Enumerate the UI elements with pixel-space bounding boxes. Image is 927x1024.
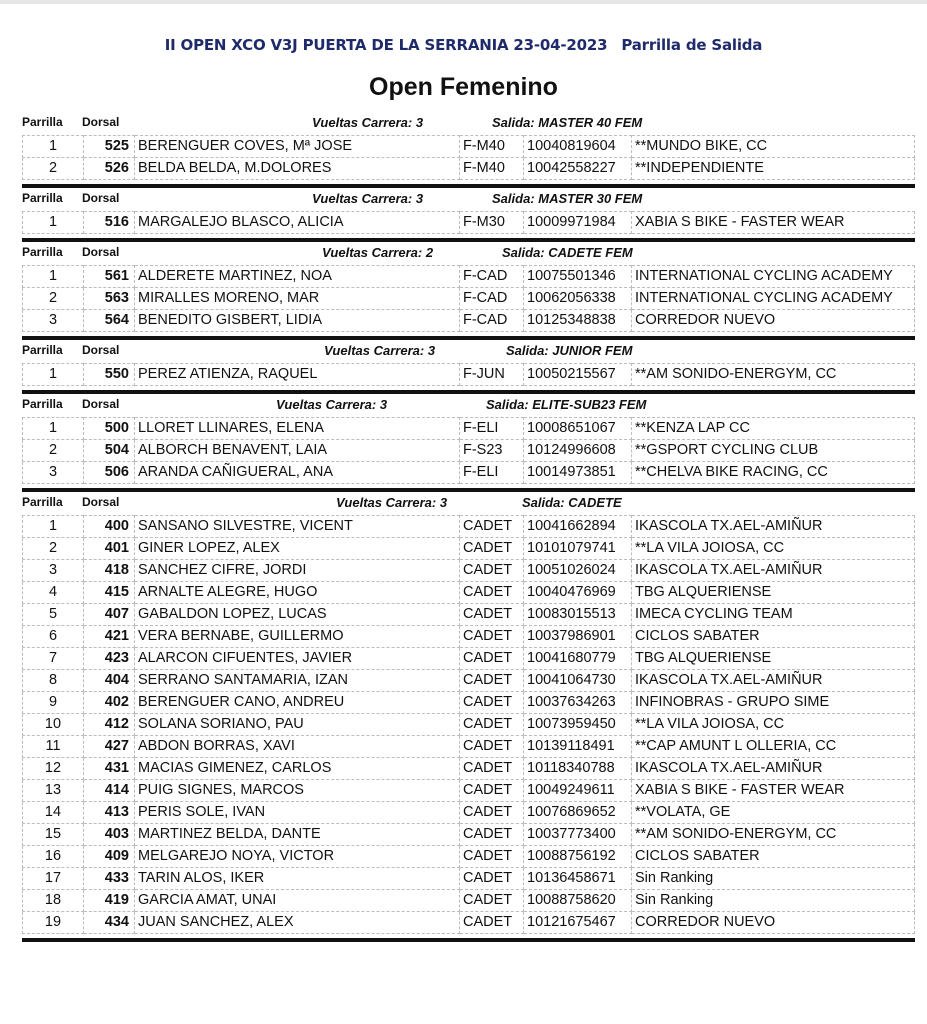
club-cell: **KENZA LAP CC [632, 418, 915, 440]
laps-label: Vueltas Carrera: 3 [324, 343, 436, 358]
license-number-cell: 10051026024 [524, 560, 632, 582]
start-group-label: Salida: ELITE-SUB23 FEM [486, 397, 647, 412]
section-header [22, 188, 915, 211]
grid-position-cell: 6 [23, 626, 84, 648]
club-cell: **CHELVA BIKE RACING, CC [632, 462, 915, 484]
table-row [23, 288, 915, 310]
bib-number-cell: 550 [84, 364, 135, 386]
laps-label: Vueltas Carrera: 3 [336, 495, 448, 510]
grid-position-cell: 15 [23, 824, 84, 846]
laps-label: Vueltas Carrera: 3 [276, 397, 388, 412]
category-cell: CADET [460, 626, 524, 648]
table-row [23, 516, 915, 538]
license-number-cell: 10124996608 [524, 440, 632, 462]
rider-name-cell: ALARCON CIFUENTES, JAVIER [135, 648, 460, 670]
club-cell: IMECA CYCLING TEAM [632, 604, 915, 626]
license-number-cell: 10139118491 [524, 736, 632, 758]
license-number-cell: 10009971984 [524, 212, 632, 234]
grid-position-cell: 1 [23, 212, 84, 234]
laps-label: Vueltas Carrera: 3 [312, 115, 424, 130]
table-row [23, 912, 915, 934]
category-cell: CADET [460, 824, 524, 846]
club-cell: TBG ALQUERIENSE [632, 582, 915, 604]
license-number-cell: 10073959450 [524, 714, 632, 736]
license-number-cell: 10062056338 [524, 288, 632, 310]
rider-name-cell: TARIN ALOS, IKER [135, 868, 460, 890]
table-row [23, 648, 915, 670]
club-cell: **AM SONIDO-ENERGYM, CC [632, 824, 915, 846]
bib-number-cell: 402 [84, 692, 135, 714]
rider-name-cell: MACIAS GIMENEZ, CARLOS [135, 758, 460, 780]
column-header-parrilla: Parrilla [22, 191, 63, 205]
category-cell: CADET [460, 560, 524, 582]
table-row [23, 604, 915, 626]
grid-position-cell: 18 [23, 890, 84, 912]
club-cell: CORREDOR NUEVO [632, 912, 915, 934]
grid-position-cell: 4 [23, 582, 84, 604]
table-row [23, 692, 915, 714]
category-cell: F-M40 [460, 136, 524, 158]
grid-position-cell: 2 [23, 440, 84, 462]
license-number-cell: 10088756192 [524, 846, 632, 868]
table-row [23, 310, 915, 332]
rider-name-cell: GABALDON LOPEZ, LUCAS [135, 604, 460, 626]
club-cell: IKASCOLA TX.AEL-AMIÑUR [632, 560, 915, 582]
grid-position-cell: 17 [23, 868, 84, 890]
rider-name-cell: MELGAREJO NOYA, VICTOR [135, 846, 460, 868]
start-group-label: Salida: CADETE [522, 495, 622, 510]
grid-position-cell: 7 [23, 648, 84, 670]
column-header-parrilla: Parrilla [22, 343, 63, 357]
bib-number-cell: 504 [84, 440, 135, 462]
category-cell: F-S23 [460, 440, 524, 462]
section-header [22, 394, 915, 417]
grid-position-cell: 3 [23, 462, 84, 484]
table-row [23, 462, 915, 484]
club-cell: INTERNATIONAL CYCLING ACADEMY [632, 288, 915, 310]
rider-name-cell: SANSANO SILVESTRE, VICENT [135, 516, 460, 538]
column-header-dorsal: Dorsal [82, 115, 120, 129]
grid-position-cell: 9 [23, 692, 84, 714]
section-header [22, 492, 915, 515]
bib-number-cell: 500 [84, 418, 135, 440]
bib-number-cell: 404 [84, 670, 135, 692]
table-row [23, 538, 915, 560]
grid-position-cell: 3 [23, 560, 84, 582]
category-cell: CADET [460, 692, 524, 714]
rider-name-cell: BERENGUER CANO, ANDREU [135, 692, 460, 714]
club-cell: IKASCOLA TX.AEL-AMIÑUR [632, 670, 915, 692]
category-cell: F-M40 [460, 158, 524, 180]
rider-name-cell: GINER LOPEZ, ALEX [135, 538, 460, 560]
club-cell: XABIA S BIKE - FASTER WEAR [632, 212, 915, 234]
bib-number-cell: 564 [84, 310, 135, 332]
license-number-cell: 10050215567 [524, 364, 632, 386]
category-cell: CADET [460, 802, 524, 824]
table-row [23, 440, 915, 462]
start-group-label: Salida: CADETE FEM [502, 245, 633, 260]
club-cell: CORREDOR NUEVO [632, 310, 915, 332]
event-title [0, 36, 927, 54]
section-header [22, 112, 915, 135]
section-divider [22, 938, 915, 942]
license-number-cell: 10008651067 [524, 418, 632, 440]
table-row [23, 626, 915, 648]
table-row [23, 560, 915, 582]
grid-position-cell: 10 [23, 714, 84, 736]
table-row [23, 824, 915, 846]
category-cell: CADET [460, 604, 524, 626]
grid-position-cell: 13 [23, 780, 84, 802]
category-cell: CADET [460, 670, 524, 692]
category-cell: F-M30 [460, 212, 524, 234]
grid-position-cell: 2 [23, 288, 84, 310]
category-cell: F-CAD [460, 288, 524, 310]
club-cell: IKASCOLA TX.AEL-AMIÑUR [632, 758, 915, 780]
column-header-dorsal: Dorsal [82, 191, 120, 205]
club-cell: CICLOS SABATER [632, 626, 915, 648]
start-group-section [22, 340, 915, 394]
license-number-cell: 10037634263 [524, 692, 632, 714]
bib-number-cell: 563 [84, 288, 135, 310]
grid-position-cell: 1 [23, 418, 84, 440]
rider-name-cell: ARANDA CAÑIGUERAL, ANA [135, 462, 460, 484]
club-cell: **CAP AMUNT L OLLERIA, CC [632, 736, 915, 758]
rider-name-cell: MIRALLES MORENO, MAR [135, 288, 460, 310]
start-group-label: Salida: JUNIOR FEM [506, 343, 633, 358]
rider-name-cell: PUIG SIGNES, MARCOS [135, 780, 460, 802]
category-title: Open Femenino [369, 73, 558, 101]
category-cell: CADET [460, 714, 524, 736]
grid-position-cell: 2 [23, 158, 84, 180]
license-number-cell: 10040476969 [524, 582, 632, 604]
section-header [22, 340, 915, 363]
license-number-cell: 10037773400 [524, 824, 632, 846]
grid-position-cell: 12 [23, 758, 84, 780]
license-number-cell: 10121675467 [524, 912, 632, 934]
bib-number-cell: 434 [84, 912, 135, 934]
bib-number-cell: 423 [84, 648, 135, 670]
table-row [23, 714, 915, 736]
bib-number-cell: 526 [84, 158, 135, 180]
rider-name-cell: ARNALTE ALEGRE, HUGO [135, 582, 460, 604]
start-grid-table [22, 135, 915, 180]
category-cell: CADET [460, 648, 524, 670]
column-header-parrilla: Parrilla [22, 115, 63, 129]
start-group-section [22, 242, 915, 340]
rider-name-cell: BERENGUER COVES, Mª JOSE [135, 136, 460, 158]
column-header-dorsal: Dorsal [82, 397, 120, 411]
category-cell: F-ELI [460, 418, 524, 440]
table-row [23, 890, 915, 912]
table-row [23, 868, 915, 890]
start-grid-table [22, 363, 915, 386]
bib-number-cell: 403 [84, 824, 135, 846]
license-number-cell: 10083015513 [524, 604, 632, 626]
grid-position-cell: 1 [23, 136, 84, 158]
table-row [23, 736, 915, 758]
start-group-label: Salida: MASTER 30 FEM [492, 191, 643, 206]
rider-name-cell: MARTINEZ BELDA, DANTE [135, 824, 460, 846]
grid-position-cell: 19 [23, 912, 84, 934]
bib-number-cell: 401 [84, 538, 135, 560]
table-row [23, 212, 915, 234]
column-header-dorsal: Dorsal [82, 495, 120, 509]
bib-number-cell: 414 [84, 780, 135, 802]
category-cell: CADET [460, 758, 524, 780]
license-number-cell: 10041662894 [524, 516, 632, 538]
start-group-section [22, 394, 915, 492]
start-grid-table [22, 211, 915, 234]
bib-number-cell: 412 [84, 714, 135, 736]
category-cell: F-ELI [460, 462, 524, 484]
bib-number-cell: 415 [84, 582, 135, 604]
rider-name-cell: SERRANO SANTAMARIA, IZAN [135, 670, 460, 692]
start-group-section [22, 188, 915, 242]
license-number-cell: 10136458671 [524, 868, 632, 890]
club-cell: XABIA S BIKE - FASTER WEAR [632, 780, 915, 802]
rider-name-cell: ALDERETE MARTINEZ, NOA [135, 266, 460, 288]
table-row [23, 802, 915, 824]
bib-number-cell: 525 [84, 136, 135, 158]
category-cell: CADET [460, 780, 524, 802]
license-number-cell: 10037986901 [524, 626, 632, 648]
bib-number-cell: 407 [84, 604, 135, 626]
club-cell: **LA VILA JOIOSA, CC [632, 538, 915, 560]
category-cell: F-JUN [460, 364, 524, 386]
table-row [23, 158, 915, 180]
bib-number-cell: 418 [84, 560, 135, 582]
license-number-cell: 10040819604 [524, 136, 632, 158]
section-header [22, 242, 915, 265]
license-number-cell: 10101079741 [524, 538, 632, 560]
bib-number-cell: 409 [84, 846, 135, 868]
rider-name-cell: VERA BERNABE, GUILLERMO [135, 626, 460, 648]
rider-name-cell: SANCHEZ CIFRE, JORDI [135, 560, 460, 582]
license-number-cell: 10014973851 [524, 462, 632, 484]
category-cell: CADET [460, 846, 524, 868]
rider-name-cell: ALBORCH BENAVENT, LAIA [135, 440, 460, 462]
rider-name-cell: PERIS SOLE, IVAN [135, 802, 460, 824]
club-cell: INTERNATIONAL CYCLING ACADEMY [632, 266, 915, 288]
club-cell: Sin Ranking [632, 868, 915, 890]
event-name: II OPEN XCO V3J PUERTA DE LA SERRANIA 23-04-2023 [164, 36, 608, 54]
club-cell: IKASCOLA TX.AEL-AMIÑUR [632, 516, 915, 538]
table-row [23, 758, 915, 780]
category-cell: CADET [460, 516, 524, 538]
start-group-section [22, 492, 915, 942]
start-grid-sections [22, 112, 915, 942]
category-cell: CADET [460, 912, 524, 934]
grid-position-cell: 5 [23, 604, 84, 626]
club-cell: **MUNDO BIKE, CC [632, 136, 915, 158]
category-cell: CADET [460, 736, 524, 758]
grid-position-cell: 11 [23, 736, 84, 758]
column-header-parrilla: Parrilla [22, 495, 63, 509]
license-number-cell: 10042558227 [524, 158, 632, 180]
club-cell: INFINOBRAS - GRUPO SIME [632, 692, 915, 714]
bib-number-cell: 427 [84, 736, 135, 758]
category-cell: CADET [460, 582, 524, 604]
column-header-dorsal: Dorsal [82, 245, 120, 259]
table-row [23, 670, 915, 692]
rider-name-cell: BENEDITO GISBERT, LIDIA [135, 310, 460, 332]
bib-number-cell: 516 [84, 212, 135, 234]
grid-position-cell: 16 [23, 846, 84, 868]
club-cell: **GSPORT CYCLING CLUB [632, 440, 915, 462]
grid-position-cell: 1 [23, 266, 84, 288]
bib-number-cell: 431 [84, 758, 135, 780]
bib-number-cell: 433 [84, 868, 135, 890]
club-cell: CICLOS SABATER [632, 846, 915, 868]
column-header-parrilla: Parrilla [22, 397, 63, 411]
category-cell: F-CAD [460, 310, 524, 332]
category-cell: CADET [460, 890, 524, 912]
table-row [23, 780, 915, 802]
rider-name-cell: ABDON BORRAS, XAVI [135, 736, 460, 758]
rider-name-cell: GARCIA AMAT, UNAI [135, 890, 460, 912]
event-subtitle: Parrilla de Salida [621, 36, 763, 54]
bib-number-cell: 421 [84, 626, 135, 648]
club-cell: **AM SONIDO-ENERGYM, CC [632, 364, 915, 386]
bib-number-cell: 400 [84, 516, 135, 538]
category-cell: CADET [460, 868, 524, 890]
table-row [23, 364, 915, 386]
laps-label: Vueltas Carrera: 3 [312, 191, 424, 206]
club-cell: **LA VILA JOIOSA, CC [632, 714, 915, 736]
grid-position-cell: 3 [23, 310, 84, 332]
table-row [23, 136, 915, 158]
grid-position-cell: 1 [23, 516, 84, 538]
license-number-cell: 10041680779 [524, 648, 632, 670]
table-row [23, 846, 915, 868]
table-row [23, 266, 915, 288]
grid-position-cell: 2 [23, 538, 84, 560]
category-cell: F-CAD [460, 266, 524, 288]
rider-name-cell: PEREZ ATIENZA, RAQUEL [135, 364, 460, 386]
category-cell: CADET [460, 538, 524, 560]
club-cell: TBG ALQUERIENSE [632, 648, 915, 670]
start-grid-table [22, 265, 915, 332]
grid-position-cell: 14 [23, 802, 84, 824]
column-header-parrilla: Parrilla [22, 245, 63, 259]
start-grid-table [22, 515, 915, 934]
laps-label: Vueltas Carrera: 2 [322, 245, 434, 260]
license-number-cell: 10075501346 [524, 266, 632, 288]
rider-name-cell: JUAN SANCHEZ, ALEX [135, 912, 460, 934]
start-grid-table [22, 417, 915, 484]
license-number-cell: 10125348838 [524, 310, 632, 332]
rider-name-cell: BELDA BELDA, M.DOLORES [135, 158, 460, 180]
table-row [23, 582, 915, 604]
license-number-cell: 10049249611 [524, 780, 632, 802]
grid-position-cell: 1 [23, 364, 84, 386]
license-number-cell: 10076869652 [524, 802, 632, 824]
grid-position-cell: 8 [23, 670, 84, 692]
column-header-dorsal: Dorsal [82, 343, 120, 357]
viewer-top-bar [0, 0, 927, 4]
license-number-cell: 10041064730 [524, 670, 632, 692]
bib-number-cell: 506 [84, 462, 135, 484]
license-number-cell: 10088758620 [524, 890, 632, 912]
start-group-label: Salida: MASTER 40 FEM [492, 115, 643, 130]
rider-name-cell: LLORET LLINARES, ELENA [135, 418, 460, 440]
license-number-cell: 10118340788 [524, 758, 632, 780]
table-row [23, 418, 915, 440]
start-group-section [22, 112, 915, 188]
club-cell: **INDEPENDIENTE [632, 158, 915, 180]
club-cell: **VOLATA, GE [632, 802, 915, 824]
bib-number-cell: 419 [84, 890, 135, 912]
bib-number-cell: 561 [84, 266, 135, 288]
club-cell: Sin Ranking [632, 890, 915, 912]
rider-name-cell: SOLANA SORIANO, PAU [135, 714, 460, 736]
rider-name-cell: MARGALEJO BLASCO, ALICIA [135, 212, 460, 234]
bib-number-cell: 413 [84, 802, 135, 824]
